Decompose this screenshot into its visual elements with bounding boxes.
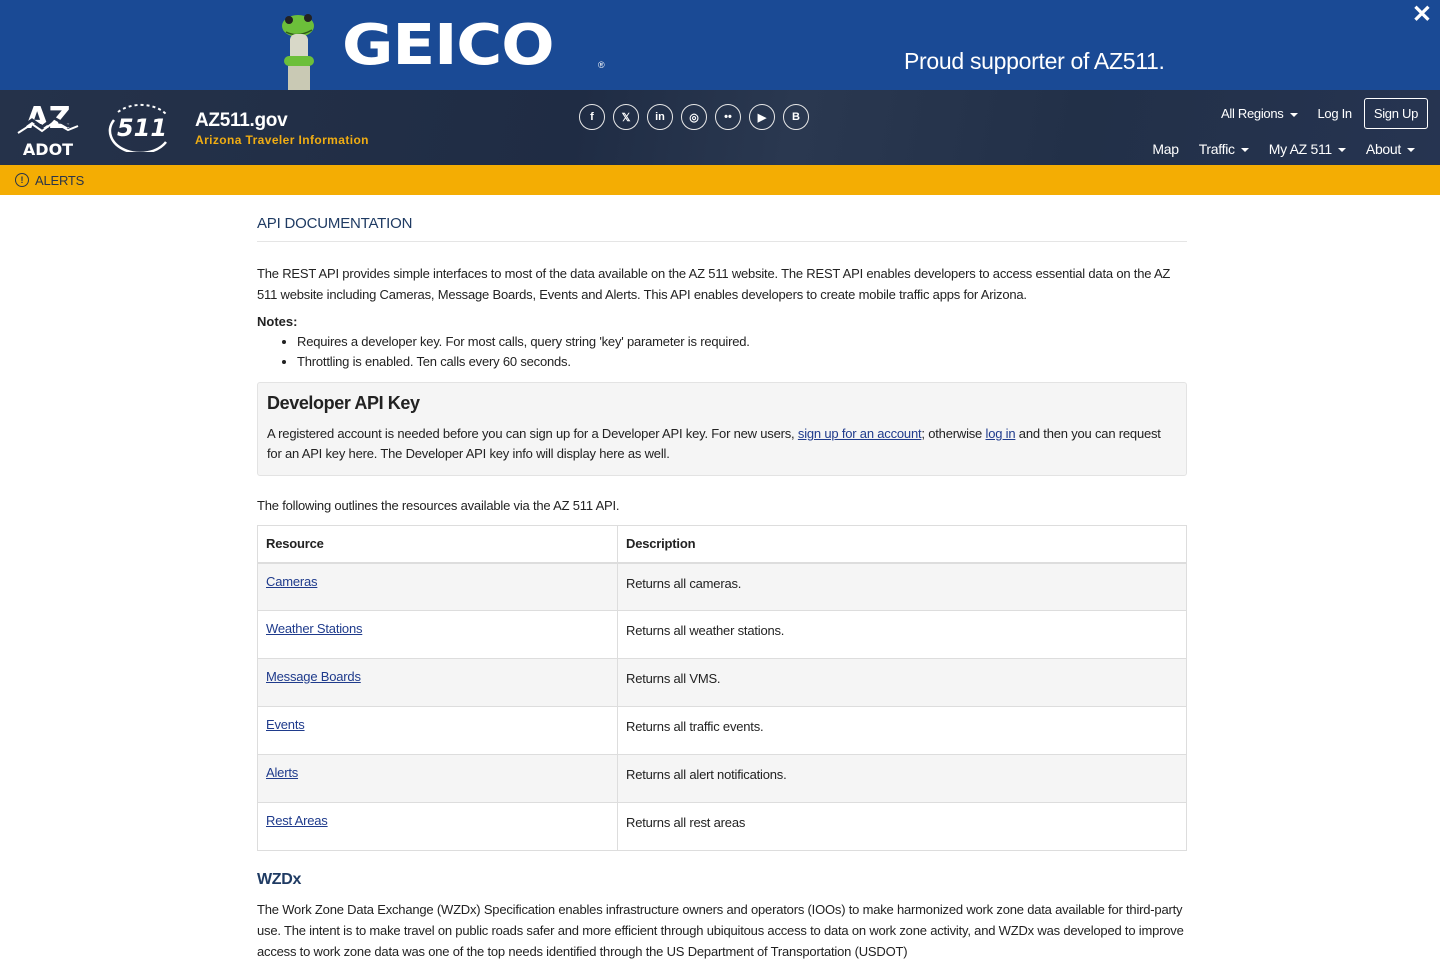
social-links: [579, 104, 809, 130]
gecko-mascot-icon: [276, 10, 324, 90]
developer-api-key-title: Developer API Key: [267, 393, 420, 413]
login-link[interactable]: Log In: [1317, 106, 1352, 121]
x-twitter-icon[interactable]: 𝕏: [613, 104, 639, 130]
resource-description: Returns all cameras.: [618, 563, 1187, 611]
resource-description: Returns all traffic events.: [618, 707, 1187, 755]
developer-api-key-panel: [257, 382, 1187, 476]
registered-mark: ®: [598, 60, 605, 70]
table-header-row: [258, 526, 1187, 563]
svg-text:511: 511: [116, 114, 168, 142]
site-header: [0, 90, 1440, 165]
511-logo[interactable]: [104, 102, 176, 152]
wzdx-title: WZDx: [257, 871, 302, 888]
resource-link-weather-stations[interactable]: Weather Stations: [266, 621, 363, 636]
note-item: • Throttling is enabled. Ten calls every 60 seconds.: [297, 352, 1187, 372]
resource-link-alerts[interactable]: Alerts: [266, 765, 299, 780]
blogger-icon[interactable]: B: [783, 104, 809, 130]
site-subtitle: Arizona Traveler Information: [195, 133, 369, 147]
login-inline-link[interactable]: log in: [985, 426, 1016, 441]
dev-key-text-after: and then you can request for an API key here. The Developer API key info will display here as well.: [267, 426, 1161, 461]
resource-link-cameras[interactable]: Cameras: [266, 573, 318, 589]
table-row: [258, 611, 1187, 659]
nav-traffic[interactable]: [1199, 141, 1249, 157]
notes-list: [297, 332, 1187, 372]
resource-description: Returns all rest areas: [618, 803, 1187, 851]
ad-banner[interactable]: [0, 0, 1440, 90]
all-regions-dropdown[interactable]: [1221, 106, 1297, 121]
dev-key-text-middle: ; otherwise: [921, 426, 986, 441]
nav-map[interactable]: Map: [1152, 141, 1179, 157]
linkedin-icon[interactable]: in: [647, 104, 673, 130]
signup-account-link[interactable]: sign up for an account: [797, 426, 922, 441]
column-header-description: Description: [618, 526, 1187, 563]
resource-link-events[interactable]: Events: [266, 717, 305, 732]
alert-icon: !: [15, 173, 29, 187]
ad-tagline: Proud supporter of AZ511.: [904, 48, 1165, 74]
flickr-icon[interactable]: ••: [715, 104, 741, 130]
dev-key-text-before: A registered account is needed before you can sign up for a Developer API key. For new users,: [267, 426, 798, 441]
resource-description: Returns all VMS.: [618, 659, 1187, 707]
note-item: • Requires a developer key. For most calls, query string 'key' parameter is required.: [297, 332, 1187, 352]
main-content: [257, 215, 1187, 960]
resources-intro: The following outlines the resources available via the AZ 511 API.: [257, 498, 620, 513]
resource-link-rest-areas[interactable]: Rest Areas: [266, 813, 328, 828]
resource-description: Returns all weather stations.: [618, 611, 1187, 659]
geico-logo: GEICO: [342, 13, 554, 78]
resource-link-message-boards[interactable]: Message Boards: [266, 669, 361, 684]
nav-traffic-label: Traffic: [1198, 141, 1235, 157]
instagram-icon[interactable]: ◎: [681, 104, 707, 130]
alerts-label[interactable]: ALERTS: [35, 172, 85, 188]
table-row: [258, 563, 1187, 611]
all-regions-label: All Regions: [1221, 106, 1284, 121]
table-row: [258, 659, 1187, 707]
adot-logo[interactable]: [14, 100, 82, 158]
site-name[interactable]: AZ511.gov: [195, 110, 288, 131]
alerts-bar[interactable]: [0, 165, 1440, 195]
chevron-down-icon: [1407, 148, 1415, 152]
chevron-down-icon: [1338, 148, 1346, 152]
notes-label: Notes:: [257, 314, 298, 329]
top-links: [1221, 98, 1428, 129]
nav-my-az511[interactable]: [1269, 141, 1346, 157]
table-row: [258, 707, 1187, 755]
developer-api-key-text: [267, 424, 1177, 464]
column-header-resource: Resource: [258, 526, 618, 563]
chevron-down-icon: [1290, 113, 1298, 117]
chevron-down-icon: [1241, 148, 1249, 152]
resources-table: [257, 525, 1187, 851]
intro-paragraph: The REST API provides simple interfaces to most of the data available on the AZ 511 website. The REST API enables developers to access essential data on the AZ 511 website including Cameras, Message Boards, Events and Alerts. This API enables developers to create mobile traffic apps for Arizona.: [257, 266, 1171, 302]
nav-about-label: About: [1365, 141, 1401, 157]
table-row: [258, 803, 1187, 851]
close-ad-button[interactable]: ✕: [1411, 1, 1432, 28]
signup-button[interactable]: Sign Up: [1364, 98, 1428, 129]
facebook-icon[interactable]: f: [579, 104, 605, 130]
svg-text:ADOT: ADOT: [22, 140, 74, 158]
youtube-icon[interactable]: ▶: [749, 104, 775, 130]
svg-text:AZ: AZ: [25, 101, 71, 136]
page-title: API DOCUMENTATION: [257, 215, 1187, 242]
nav-my-az511-label: My AZ 511: [1268, 141, 1332, 157]
main-nav: [1152, 141, 1415, 157]
wzdx-paragraph: The Work Zone Data Exchange (WZDx) Specification enables infrastructure owners and operators (IOOs) to make harmonized work zone data available for third-party use. The intent is to make travel on public roads safer and more efficient through ubiquitous access to data on work zone activity, and WZDx was developed to improve access to work zone data was one of the top needs identified through the US Department of Transportation (USDOT): [257, 902, 1184, 959]
resource-description: Returns all alert notifications.: [618, 755, 1187, 803]
nav-about[interactable]: [1366, 141, 1415, 157]
table-row: [258, 755, 1187, 803]
